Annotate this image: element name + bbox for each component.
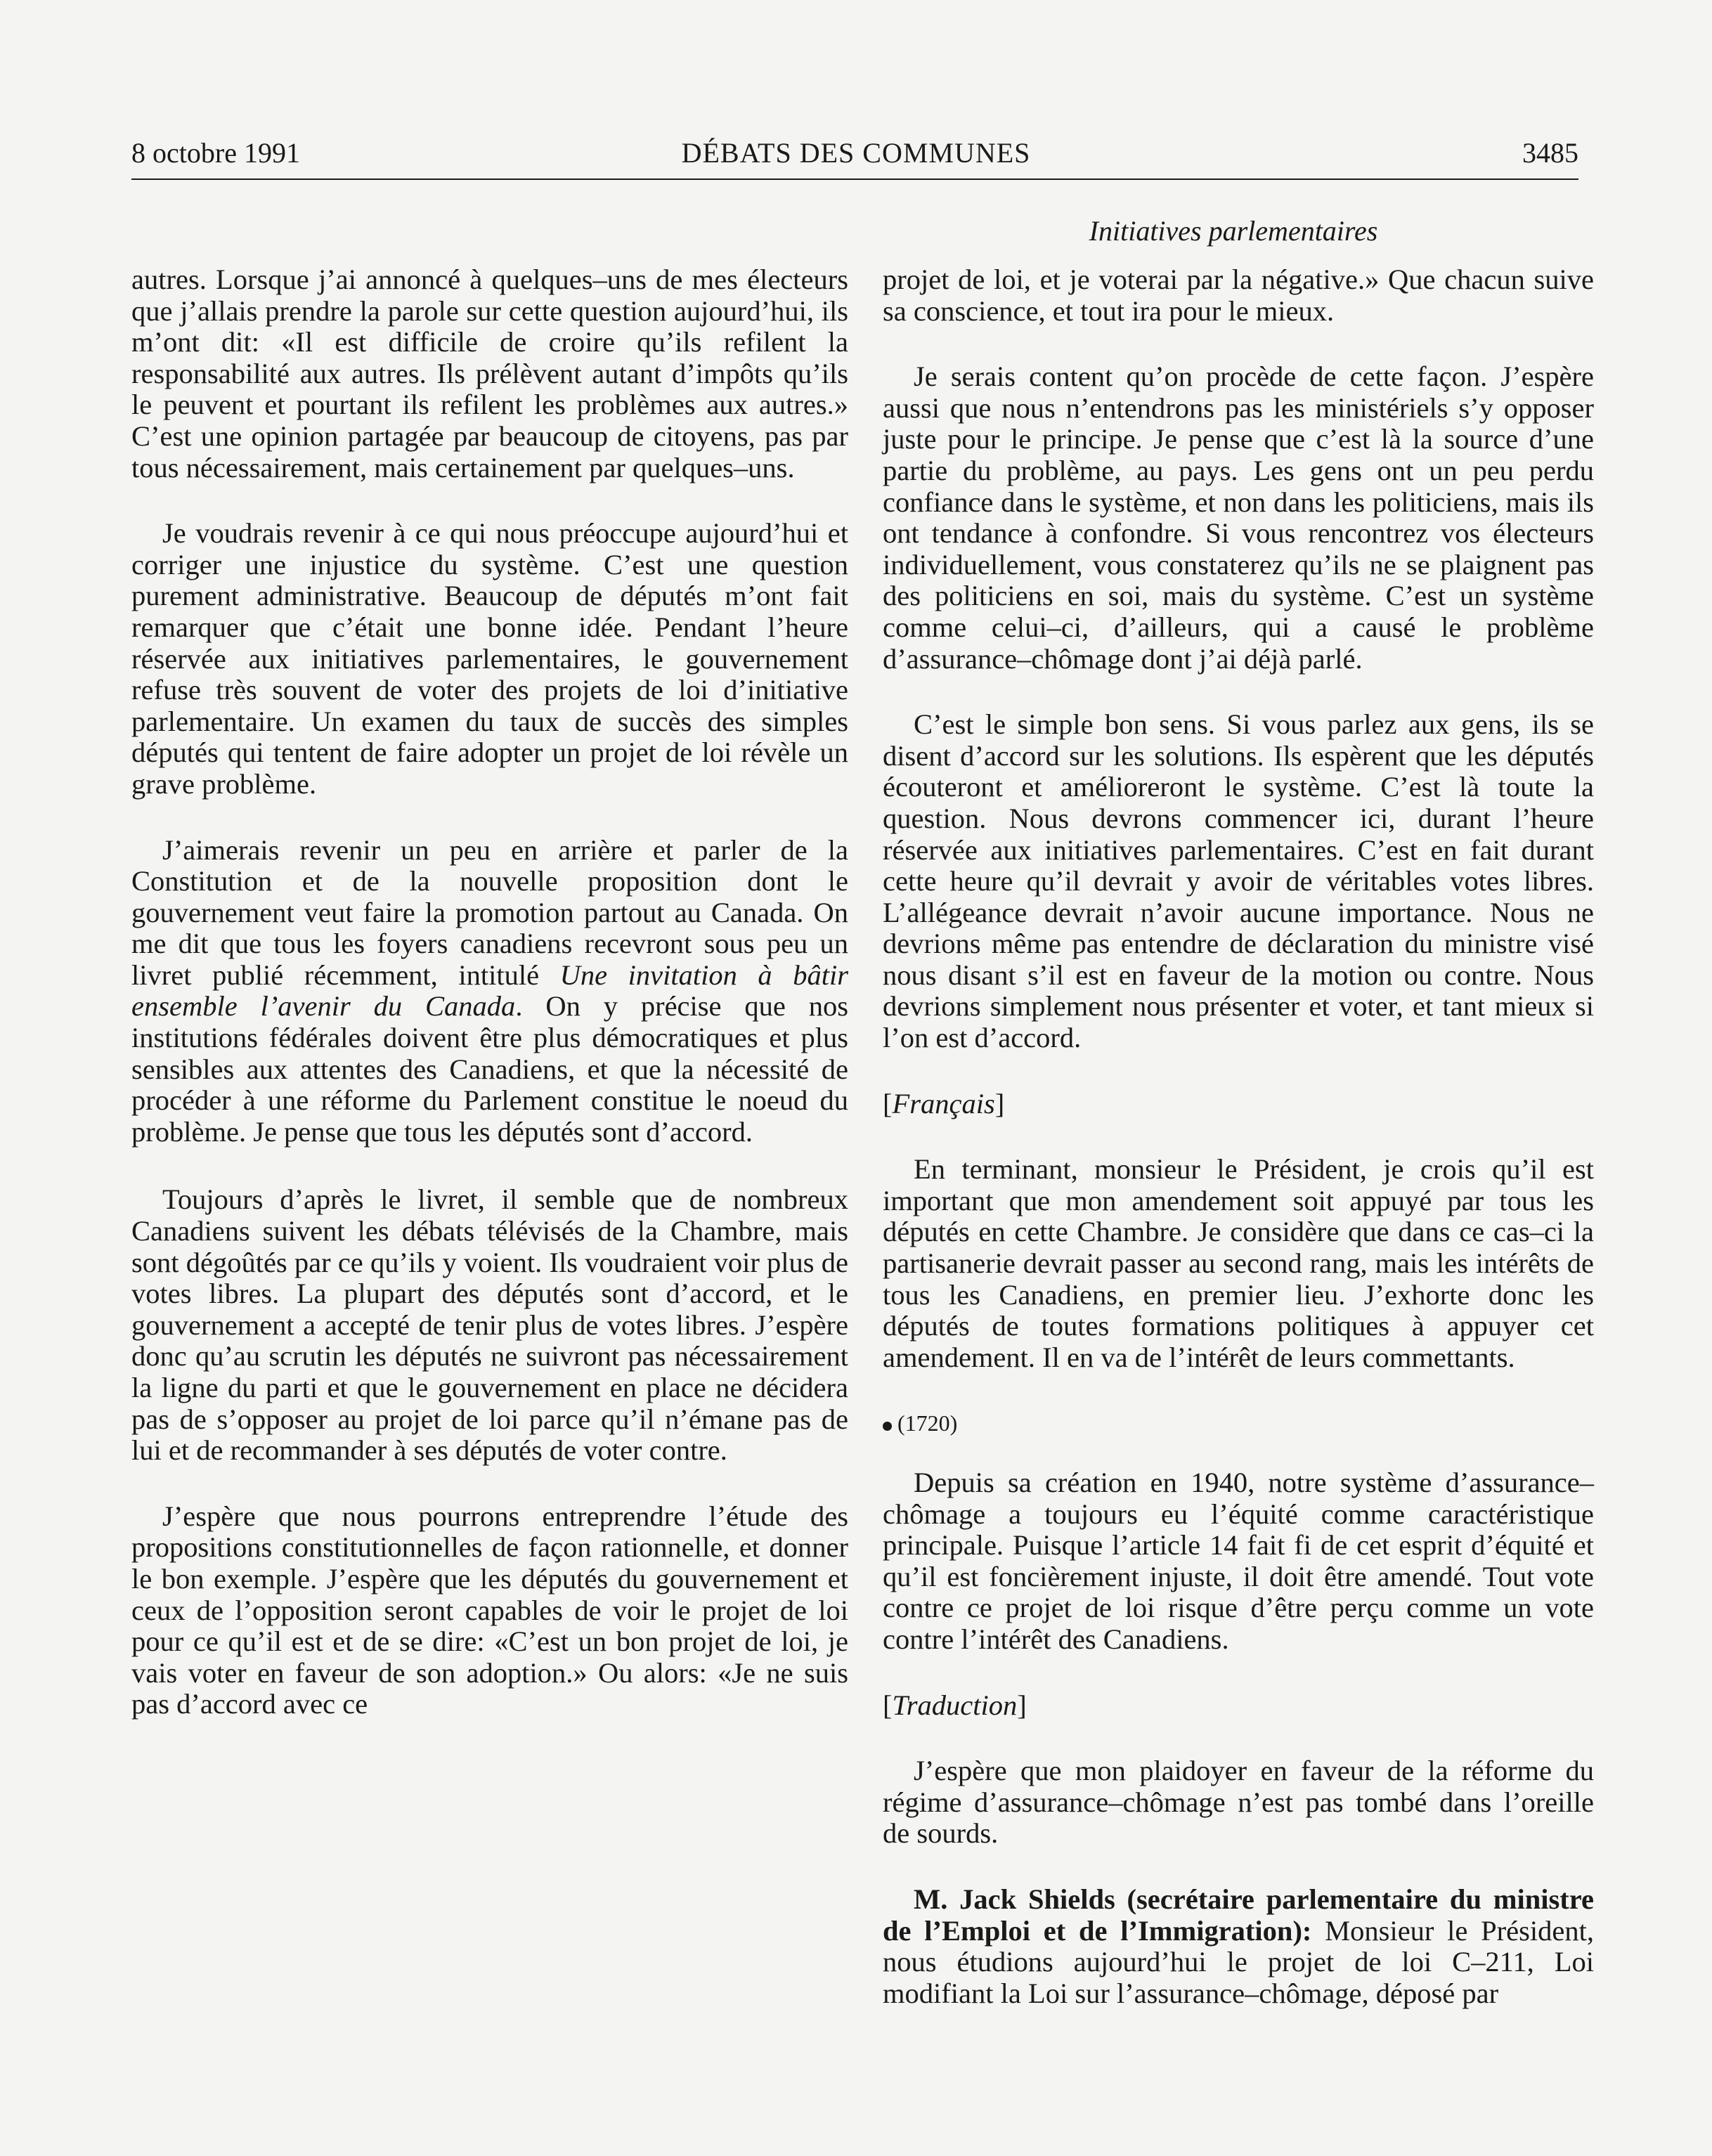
paragraph <box>131 835 848 1148</box>
paragraph: En terminant, monsieur le Président, je crois qu’il est important que mon amendement soit appuyé par tous les députés en cette Chambre. Je considère que dans ce cas–ci la partisanerie devrait passer au second rang, mais les intérêts de tous les Canadiens, en premier lieu. J’exhorte donc les députés de toutes formations politiques à appuyer cet amendement. Il en va de l’intérêt de leurs commettants. <box>883 1153 1594 1373</box>
header-page-number: 3485 <box>1522 137 1578 169</box>
speaker-paragraph <box>883 1884 1594 2009</box>
language-tag-text: Français <box>892 1087 995 1119</box>
paragraph: Toujours d’après le livret, il semble que de nombreux Canadiens suivent les débats télévisés de la Chambre, mais sont dégoûtés par ce qu’ils y voient. Ils voudraient voir plus de votes libres. La plupart des députés sont d’accord, et le gouvernement a accepté de tenir plus de votes libres. J’espère donc qu’au scrutin les députés ne suivront pas nécessairement la ligne du parti et que le gouvernement en place ne décidera pas de s’opposer au projet de loi parce qu’il n’émane pas de lui et de recommander à ses députés de voter contre. <box>131 1183 848 1467</box>
paragraph: C’est le simple bon sens. Si vous parlez aux gens, ils se disent d’accord sur les solutions. Ils espèrent que les députés écouteront et amélioreront le système. C’est là toute la question. Nous devrons commencer ici, durant l’heure réservée aux initiatives parlementaires. C’est en fait durant cette heure qu’il devrait y avoir de véritables votes libres. L’allégeance devrait n’avoir aucune importance. Nous ne devrions même pas entendre de déclaration du ministre visé nous disant s’il est en faveur de la motion ou contre. Nous devrions simplement nous présenter et voter, et tant mieux si l’on est d’accord. <box>883 708 1594 1054</box>
speaker-name: M. Jack Shields (secrétaire parlementaire du ministre de l’Emploi et de l’Immigration): <box>883 1883 1594 1947</box>
paragraph: Je serais content qu’on procède de cette façon. J’espère aussi que nous n’entendrons pas les ministériels s’y opposer juste pour le principe. Je pense que c’est là la source d’une partie du problème, au pays. Les gens ont un peu perdu confiance dans le système, et non dans les politiciens, mais ils ont tendance à confondre. Si vous rencontrez vos électeurs individuellement, vous constaterez qu’ils ne se plaignent pas des politiciens en soi, mais du système. C’est un système comme celui–ci, d’ailleurs, qui a causé le problème d’assurance–chômage dont j’ai déjà parlé. <box>883 361 1594 675</box>
language-tag: [Traduction] <box>883 1689 1027 1721</box>
language-tag: [Français] <box>883 1087 1005 1119</box>
bullet-icon <box>883 1422 892 1431</box>
time-text: (1720) <box>897 1410 958 1436</box>
booklet-title: Une invitation à bâtir ensemble l’avenir du Canada <box>131 959 848 1022</box>
paragraph: autres. Lorsque j’ai annoncé à quelques–uns de mes électeurs que j’allais prendre la parole sur cette question aujourd’hui, ils m’ont dit: «Il est difficile de croire qu’ils refilent la responsabilité aux autres. Ils prélèvent autant d’impôts qu’ils le peuvent et pourtant ils refilent les problèmes aux autres.» C’est une opinion partagée par beaucoup de citoyens, pas par tous nécessairement, mais certainement par quelques–uns. <box>131 264 848 483</box>
right-column <box>883 264 1594 2044</box>
paragraph: J’espère que mon plaidoyer en faveur de la réforme du régime d’assurance–chômage n’est pas tombé dans l’oreille de sourds. <box>883 1755 1594 1850</box>
paragraph: Je voudrais revenir à ce qui nous préoccupe aujourd’hui et corriger une injustice du système. C’est une question purement administrative. Beaucoup de députés m’ont fait remarquer que c’était une bonne idée. Pendant l’heure réservée aux initiatives parlementaires, le gouvernement refuse très souvent de voter des projets de loi d’initiative parlementaire. Un examen du taux de succès des simples députés qui tentent de faire adopter un projet de loi révèle un grave problème. <box>131 517 848 800</box>
paragraph: Depuis sa création en 1940, notre système d’assurance–chômage a toujours eu l’équité comme caractéristique principale. Puisque l’article 14 fait fi de cet esprit d’équité et qu’il est foncièrement injuste, il doit être amendé. Tout vote contre ce projet de loi risque d’être perçu comme un vote contre l’intérêt des Canadiens. <box>883 1467 1594 1655</box>
left-column <box>131 264 848 1755</box>
time-marker <box>883 1408 1594 1439</box>
header-title: DÉBATS DES COMMUNES <box>681 137 1031 169</box>
paragraph: J’espère que nous pourrons entreprendre l’étude des propositions constitutionnelles de façon rationnelle, et donner le bon exemple. J’espère que les députés du gouvernement et ceux de l’opposition seront capables de voir le projet de loi pour ce qu’il est et de se dire: «C’est un bon projet de loi, je vais voter en faveur de son adoption.» Ou alors: «Je ne suis pas d’accord avec ce <box>131 1500 848 1720</box>
header-date: 8 octobre 1991 <box>131 137 300 169</box>
paragraph-text: Monsieur le Président, nous étudions aujourd’hui le projet de loi C–211, Loi modifiant la Loi sur l’assurance–chômage, déposé par <box>883 1914 1594 2009</box>
header-rule <box>131 178 1578 180</box>
section-heading: Initiatives parlementaires <box>1089 215 1378 247</box>
paragraph-text: . On y précise que nos institutions fédérales doivent être plus démocratiques et plus sensibles aux attentes des Canadiens, et que la nécessité de procéder à une réforme du Parlement constitue le noeud du problème. Je pense que tous les députés sont d’accord. <box>131 990 849 1148</box>
paragraph-text: J’aimerais revenir un peu en arrière et parler de la Constitution et de la nouvelle proposition dont le gouvernement veut faire la promotion partout au Canada. On me dit que tous les foyers canadiens recevront sous peu un livret publié récemment, intitulé <box>131 833 848 991</box>
language-tag-text: Traduction <box>892 1689 1018 1721</box>
paragraph: projet de loi, et je voterai par la négative.» Que chacun suive sa conscience, et tout ira pour le mieux. <box>883 264 1594 327</box>
